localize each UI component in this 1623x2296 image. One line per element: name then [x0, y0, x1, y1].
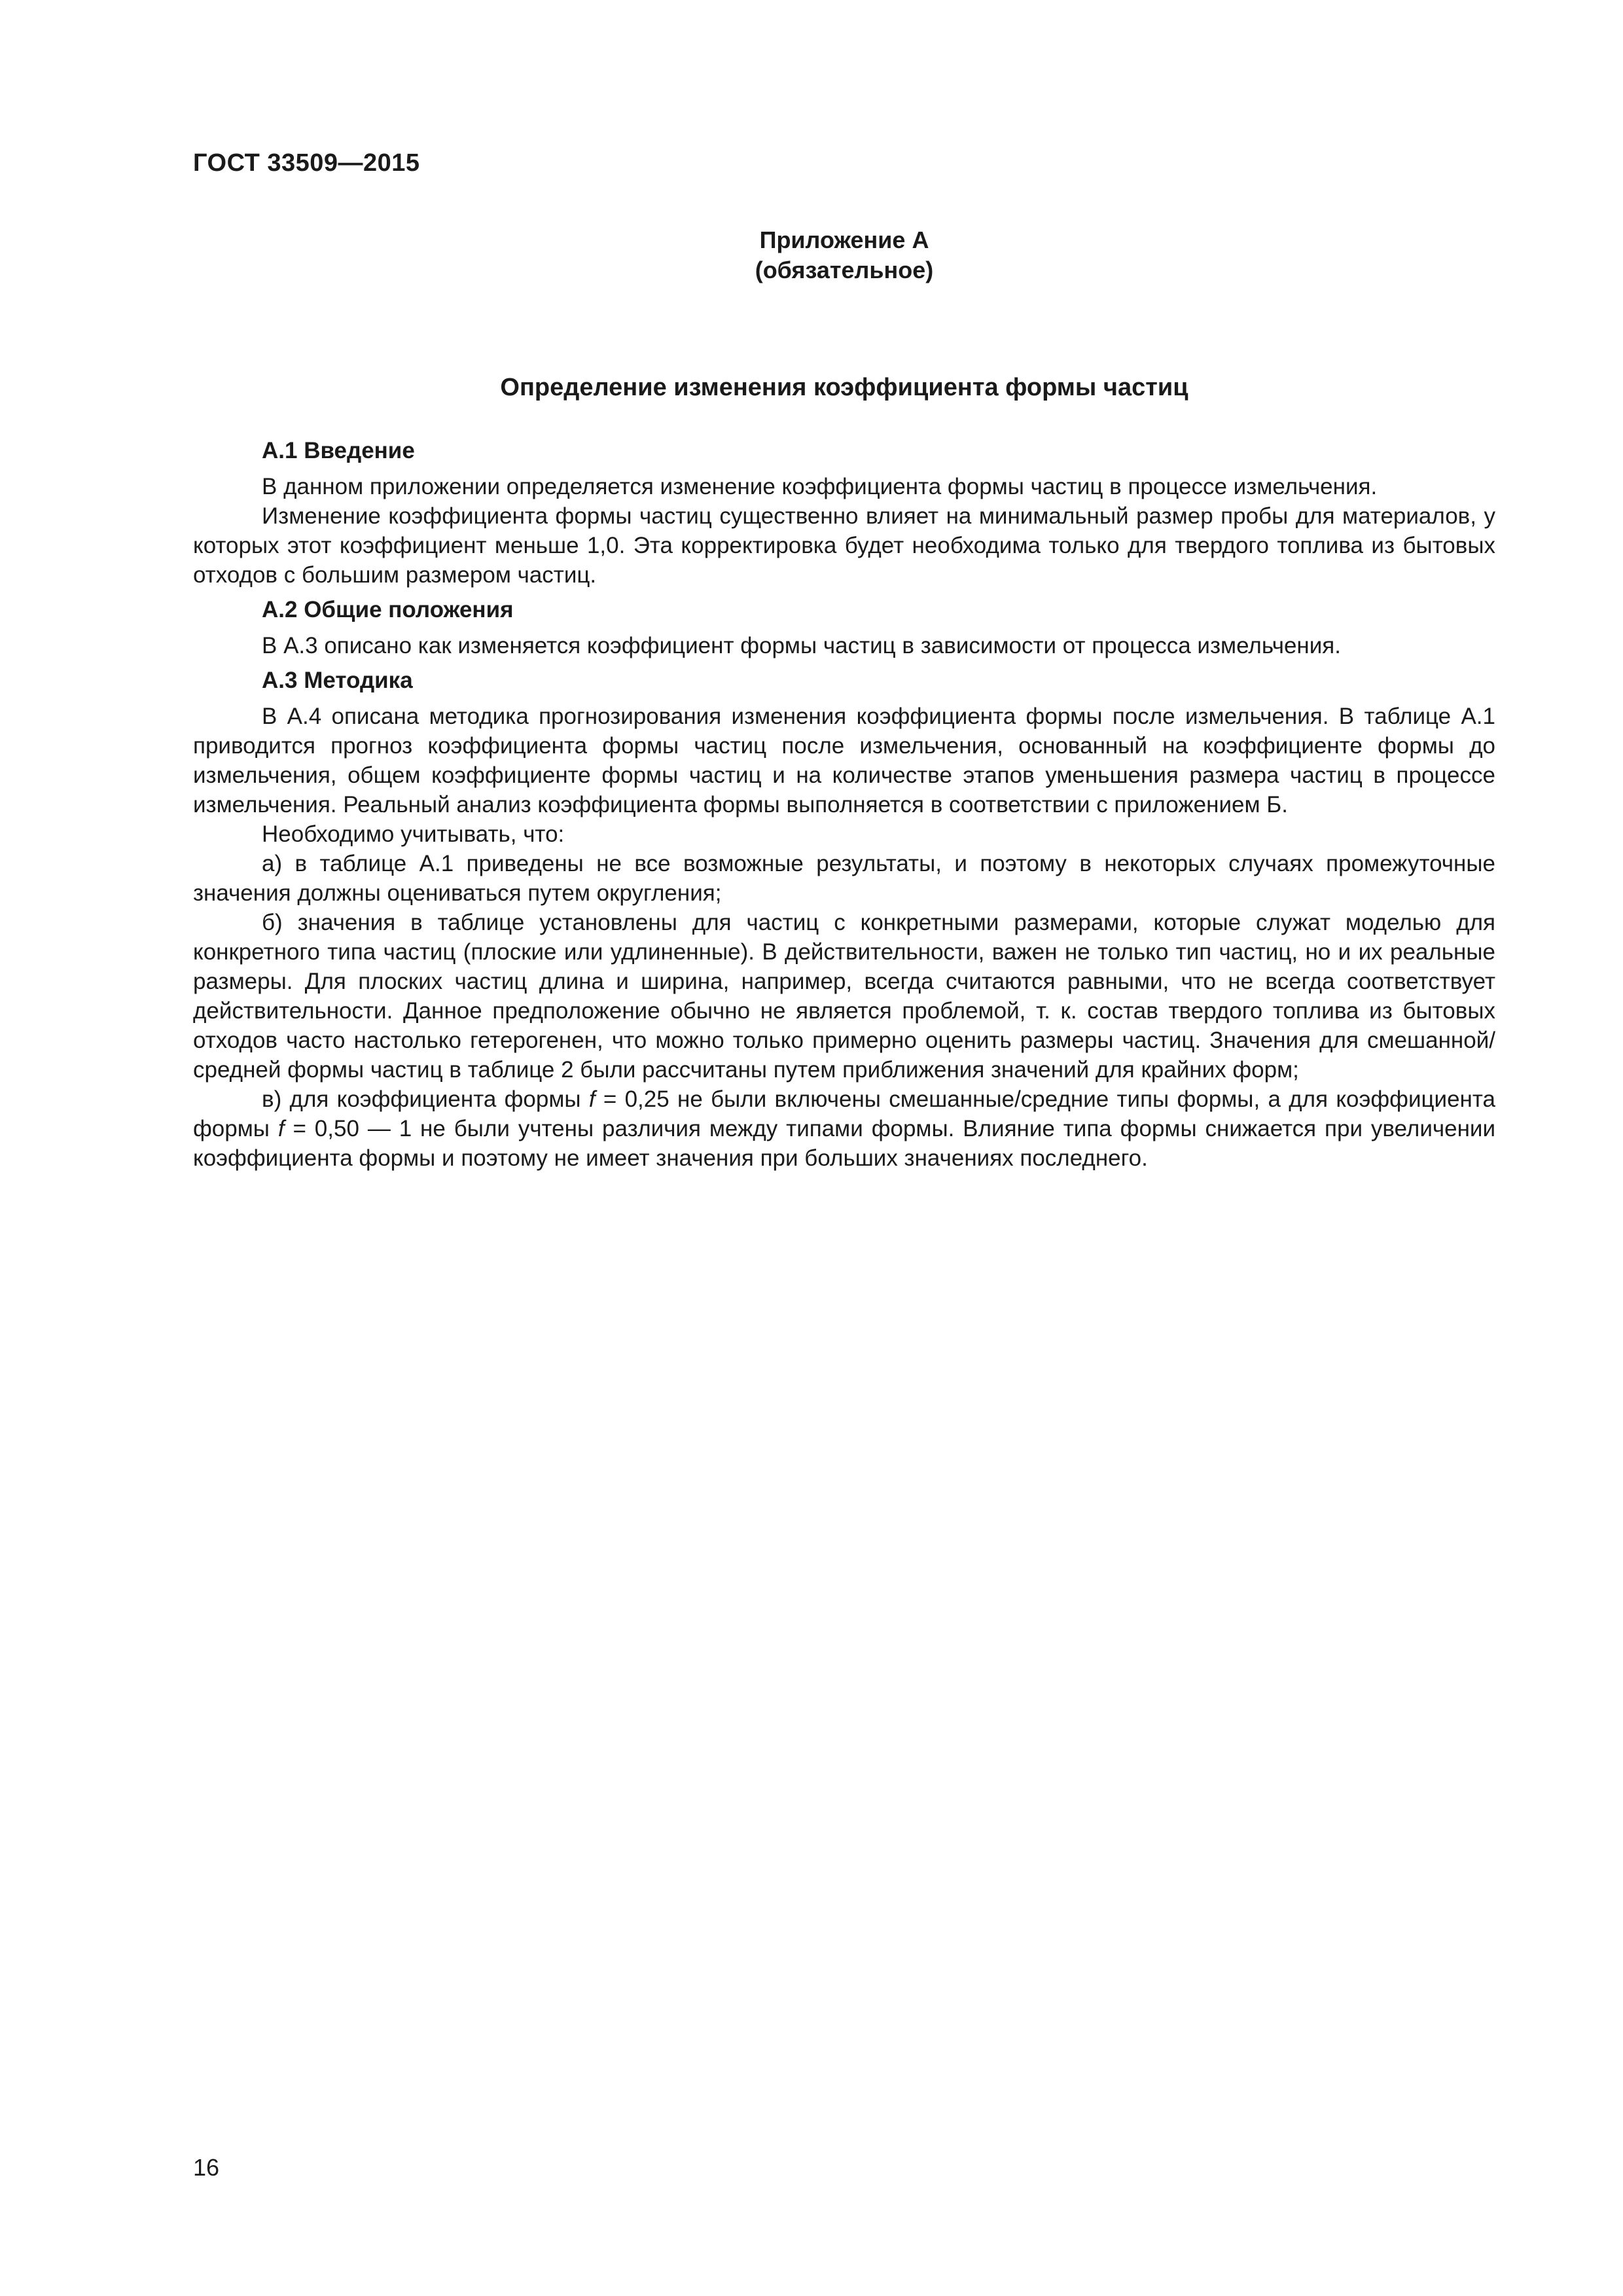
appendix-status: (обязательное)	[755, 257, 934, 283]
list-item-c-text: в) для коэффициента формы	[262, 1086, 589, 1112]
list-item-c-text: = 0,25 не были включены смешанные/средние типы формы, а для коэффициента формы	[193, 1086, 1495, 1141]
list-item-c	[193, 1085, 1495, 1173]
section-heading-a1: А.1 Введение	[262, 438, 415, 463]
paragraph: В А.3 описано как изменяется коэффициент формы частиц в зависимости от процесса измельчения.	[262, 633, 1341, 658]
paragraph: В данном приложении определяется изменение коэффициента формы частиц в процессе измельчения.	[262, 474, 1378, 499]
symbol-f: f	[588, 1086, 596, 1112]
appendix-label-block	[0, 225, 1623, 285]
list-item-c-text: = 0,50 — 1 не были учтены различия между типами формы. Влияние типа формы снижается при увеличении коэффициента формы и поэтому не имеет значения при больших значениях последнего.	[193, 1116, 1495, 1171]
section-heading-a2: А.2 Общие положения	[262, 597, 514, 622]
appendix-body	[193, 431, 1495, 1173]
symbol-f: f	[277, 1116, 285, 1141]
section-heading-a3: А.3 Методика	[262, 668, 413, 693]
document-id: ГОСТ 33509—2015	[193, 149, 420, 177]
list-item-b: б) значения в таблице установлены для частиц с конкретными размерами, которые служат моделью для конкретного типа частиц (плоские или удлиненные). В действительности, важен не только тип частиц, но и их реальные размеры. Для плоских частиц длина и ширина, например, всегда считаются равными, что не всегда соответствует действительности. Данное предположение обычно не является проблемой, т. к. состав твердого топлива из бытовых отходов часто настолько гетерогенен, что можно только примерно оценить размеры частиц. Значения для смешанной/средней формы частиц в таблице 2 были рассчитаны путем приближения значений для крайних форм;	[193, 910, 1495, 1083]
paragraph: Необходимо учитывать, что:	[262, 821, 565, 847]
page-number: 16	[193, 2154, 220, 2181]
paragraph: В А.4 описана методика прогнозирования изменения коэффициента формы после измельчения. В таблице А.1 приводится прогноз коэффициента формы частиц после измельчения, основанный на коэффициенте формы до измельчения, общем коэффициенте формы частиц и на количестве этапов уменьшения размера частиц в процессе измельчения. Реальный анализ коэффициента формы выполняется в соответствии с приложением Б.	[193, 704, 1495, 817]
paragraph: Изменение коэффициента формы частиц существенно влияет на минимальный размер пробы для материалов, у которых этот коэффициент меньше 1,0. Эта корректировка будет необходима только для твердого топлива из бытовых отходов с большим размером частиц.	[193, 503, 1495, 588]
appendix-label: Приложение А	[759, 226, 929, 253]
appendix-title: Определение изменения коэффициента формы частиц	[500, 374, 1188, 401]
list-item-a: а) в таблице А.1 приведены не все возможные результаты, и поэтому в некоторых случаях промежуточные значения должны оцениваться путем округления;	[193, 851, 1495, 906]
